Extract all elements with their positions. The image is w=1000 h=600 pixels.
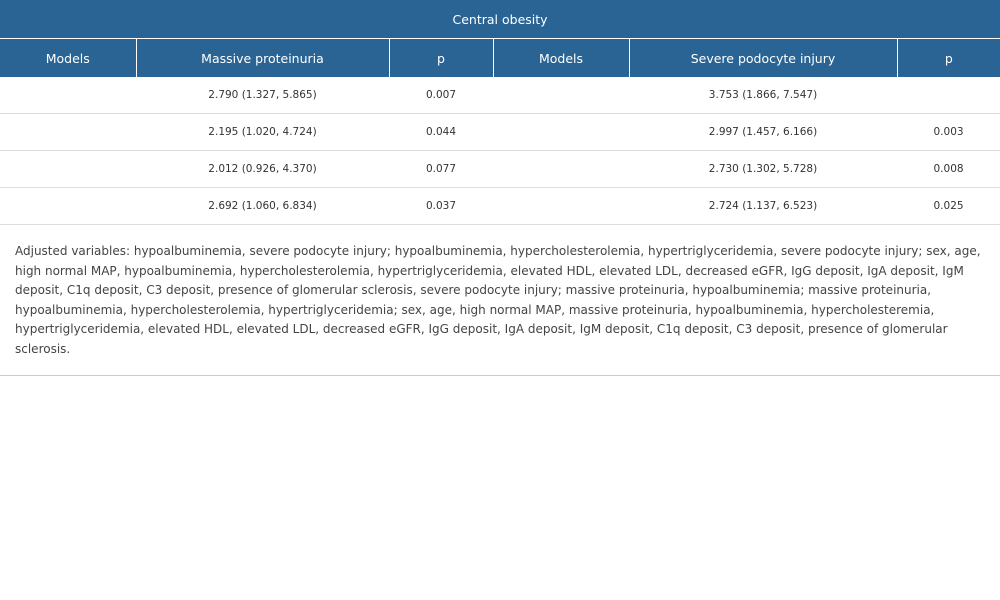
table-cell: 0.008 [897,151,1000,188]
table-cell: 0.003 [897,114,1000,151]
table-cell [0,114,136,151]
table-row [0,77,1000,114]
table-row [0,188,1000,225]
column-header-p-2: p [897,39,1000,78]
column-header-models-2: Models [493,39,629,78]
table-cell: 2.997 (1.457, 6.166) [629,114,897,151]
table-cell [897,77,1000,114]
table-cell: 0.037 [389,188,493,225]
table-cell: 0.044 [389,114,493,151]
table-cell: 3.753 (1.866, 7.547) [629,77,897,114]
table-cell [493,151,629,188]
table-cell [493,188,629,225]
table-cell: 2.012 (0.926, 4.370) [136,151,389,188]
table-cell [0,188,136,225]
table-cell: 2.195 (1.020, 4.724) [136,114,389,151]
column-header-p-1: p [389,39,493,78]
column-header-severe-podocyte-injury: Severe podocyte injury [629,39,897,78]
table-cell: 0.007 [389,77,493,114]
results-table [0,0,1000,225]
table-cell: 2.730 (1.302, 5.728) [629,151,897,188]
table-title-row [0,0,1000,39]
column-header-massive-proteinuria: Massive proteinuria [136,39,389,78]
table-cell: 2.692 (1.060, 6.834) [136,188,389,225]
table-cell: 0.077 [389,151,493,188]
table-header-row [0,39,1000,78]
table-cell [493,77,629,114]
table-footnote: Adjusted variables: hypoalbuminemia, severe podocyte injury; hypoalbuminemia, hypercholesterolemia, hypertriglyceridemia, severe podocyte injury; sex, age, high normal MAP, hypoalbuminemia, hypercholesterolemia, hypertriglyceridemia, elevated HDL, elevated LDL, decreased eGFR, IgG deposit, IgA deposit, IgM deposit, C1q deposit, C3 deposit, presence of glomerular sclerosis, severe podocyte injury; massive proteinuria, hypoalbuminemia; massive proteinuria, hypoalbuminemia, hypercholesterolemia, hypertriglyceridemia; sex, age, high normal MAP, massive proteinuria, hypoalbuminemia, hypercholesteremia, hypertriglyceridemia, elevated HDL, elevated LDL, decreased eGFR, IgG deposit, IgA deposit, IgM deposit, C1q deposit, C3 deposit, presence of glomerular sclerosis. [0,225,1000,376]
table-row [0,114,1000,151]
table-title: Central obesity [0,0,1000,39]
table-cell [493,114,629,151]
column-header-models-1: Models [0,39,136,78]
table-cell [0,151,136,188]
table-row [0,151,1000,188]
table-cell [0,77,136,114]
table-cell: 2.790 (1.327, 5.865) [136,77,389,114]
table-cell: 0.025 [897,188,1000,225]
table-cell: 2.724 (1.137, 6.523) [629,188,897,225]
